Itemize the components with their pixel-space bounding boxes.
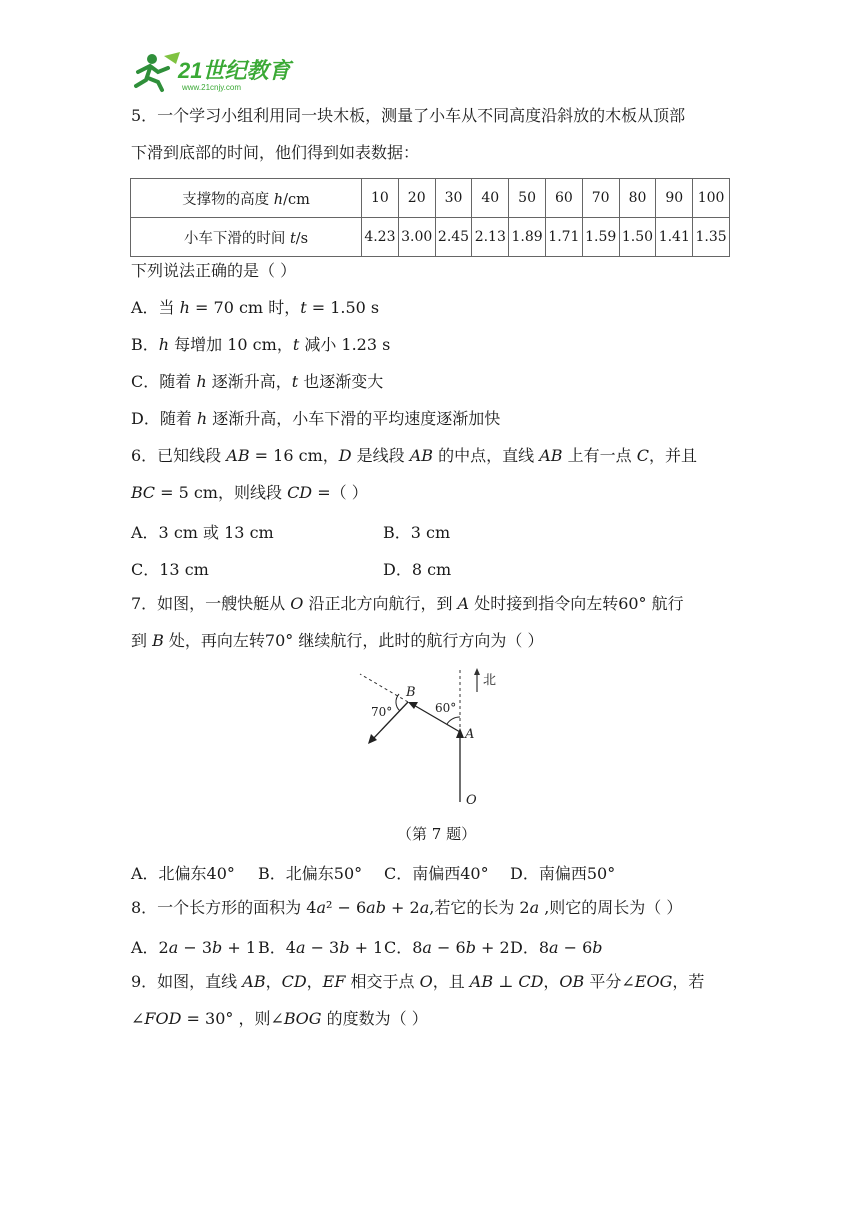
table-cell: 50 [509, 179, 546, 218]
q7-option-d: D．南偏西50° [510, 864, 616, 883]
table-cell: 70 [582, 179, 619, 218]
extension-line [360, 674, 408, 702]
q7-figure [355, 662, 505, 812]
q5-line2: 下滑到底部的时间，他们得到如表数据： [131, 143, 420, 162]
table-cell: 1.41 [656, 218, 693, 257]
north-label: 北 [483, 673, 497, 688]
q6-line1: 6．已知线段 𝐴𝐵 = 16 cm，𝐷 是线段 𝐴𝐵 的中点，直线 𝐴𝐵 上有一点 𝐶，并且 [131, 446, 697, 465]
table-cell: 2.13 [472, 218, 509, 257]
table-cell: 30 [435, 179, 472, 218]
table-row [131, 179, 730, 218]
q9-line2: ∠𝐹𝑂𝐷 = 30° ，则∠𝐵𝑂𝐺 的度数为（ ） [131, 1009, 428, 1028]
table-cell: 20 [398, 179, 435, 218]
table-cell: 2.45 [435, 218, 472, 257]
table-row-label: 小车下滑的时间 𝑡/s [131, 218, 362, 257]
table-row-label: 支撑物的高度 ℎ/cm [131, 179, 362, 218]
q5-option-a: A．当 ℎ = 70 cm 时，𝑡 = 1.50 s [131, 298, 380, 317]
site-logo [128, 50, 298, 94]
q7-line1: 7．如图，一艘快艇从 𝑂 沿正北方向航行，到 𝐴 处时接到指令向左转60° 航行 [131, 594, 684, 613]
q6-option-c: C．13 cm [131, 560, 209, 579]
table-cell: 60 [545, 179, 582, 218]
q6-option-d: D．8 cm [383, 560, 452, 579]
q6-line2: 𝐵𝐶 = 5 cm，则线段 𝐶𝐷 =（ ） [131, 483, 368, 502]
q5-data-table [130, 178, 730, 257]
label-b: B [406, 685, 416, 700]
table-cell: 80 [619, 179, 656, 218]
q5-option-c: C．随着 ℎ 逐渐升高，𝑡 也逐渐变大 [131, 372, 384, 391]
label-a: A [465, 727, 475, 742]
table-cell: 1.89 [509, 218, 546, 257]
table-cell: 90 [656, 179, 693, 218]
runner-icon [136, 52, 180, 90]
logo-text: 21世纪教育 [178, 58, 291, 83]
q8-option-b: B．4𝑎 − 3𝑏 + 1 [258, 938, 384, 957]
q8-option-a: A．2𝑎 − 3𝑏 + 1 [131, 938, 257, 957]
q5-option-b: B．ℎ 每增加 10 cm，𝑡 减小 1.23 s [131, 335, 391, 354]
q6-option-a: A．3 cm 或 13 cm [131, 523, 274, 542]
q5-line1: 5．一个学习小组利用同一块木板，测量了小车从不同高度沿斜放的木板从顶部 [131, 106, 686, 125]
q8-line1: 8．一个长方形的面积为 4𝑎² − 6𝑎𝑏 + 2𝑎,若它的长为 2𝑎 ,则它的周长为（ ） [131, 898, 683, 917]
table-cell: 1.71 [545, 218, 582, 257]
q5-stem: 下列说法正确的是（ ） [131, 261, 297, 280]
q7-option-c: C．南偏西40° [384, 864, 489, 883]
table-cell: 100 [693, 179, 730, 218]
q6-option-b: B．3 cm [383, 523, 451, 542]
angle-arc-70 [396, 694, 400, 711]
table-cell: 40 [472, 179, 509, 218]
angle-arc-60 [447, 717, 460, 724]
q7-option-b: B．北偏东50° [258, 864, 363, 883]
q7-caption: （第 7 题） [397, 825, 477, 843]
q5-option-d: D．随着 ℎ 逐渐升高，小车下滑的平均速度逐渐加快 [131, 409, 501, 428]
table-cell: 1.59 [582, 218, 619, 257]
q7-option-a: A．北偏东40° [131, 864, 235, 883]
label-o: O [466, 793, 477, 808]
logo-url: www.21cnjy.com [182, 83, 241, 92]
angle-60-label: 60° [435, 701, 457, 715]
table-cell: 1.35 [693, 218, 730, 257]
q8-option-c: C．8𝑎 − 6𝑏 + 2 [384, 938, 510, 957]
angle-70-label: 70° [371, 705, 393, 719]
table-row [131, 218, 730, 257]
q9-line1: 9．如图，直线 𝐴𝐵，𝐶𝐷，𝐸𝐹 相交于点 𝑂，且 𝐴𝐵 ⊥ 𝐶𝐷，𝑂𝐵 平分∠𝐸𝑂𝐺，若 [131, 972, 705, 991]
q7-line2: 到 𝐵 处，再向左转70° 继续航行，此时的航行方向为（ ） [131, 631, 544, 650]
table-cell: 10 [362, 179, 399, 218]
table-cell: 4.23 [362, 218, 399, 257]
q8-option-d: D．8𝑎 − 6𝑏 [510, 938, 603, 957]
table-cell: 3.00 [398, 218, 435, 257]
table-cell: 1.50 [619, 218, 656, 257]
